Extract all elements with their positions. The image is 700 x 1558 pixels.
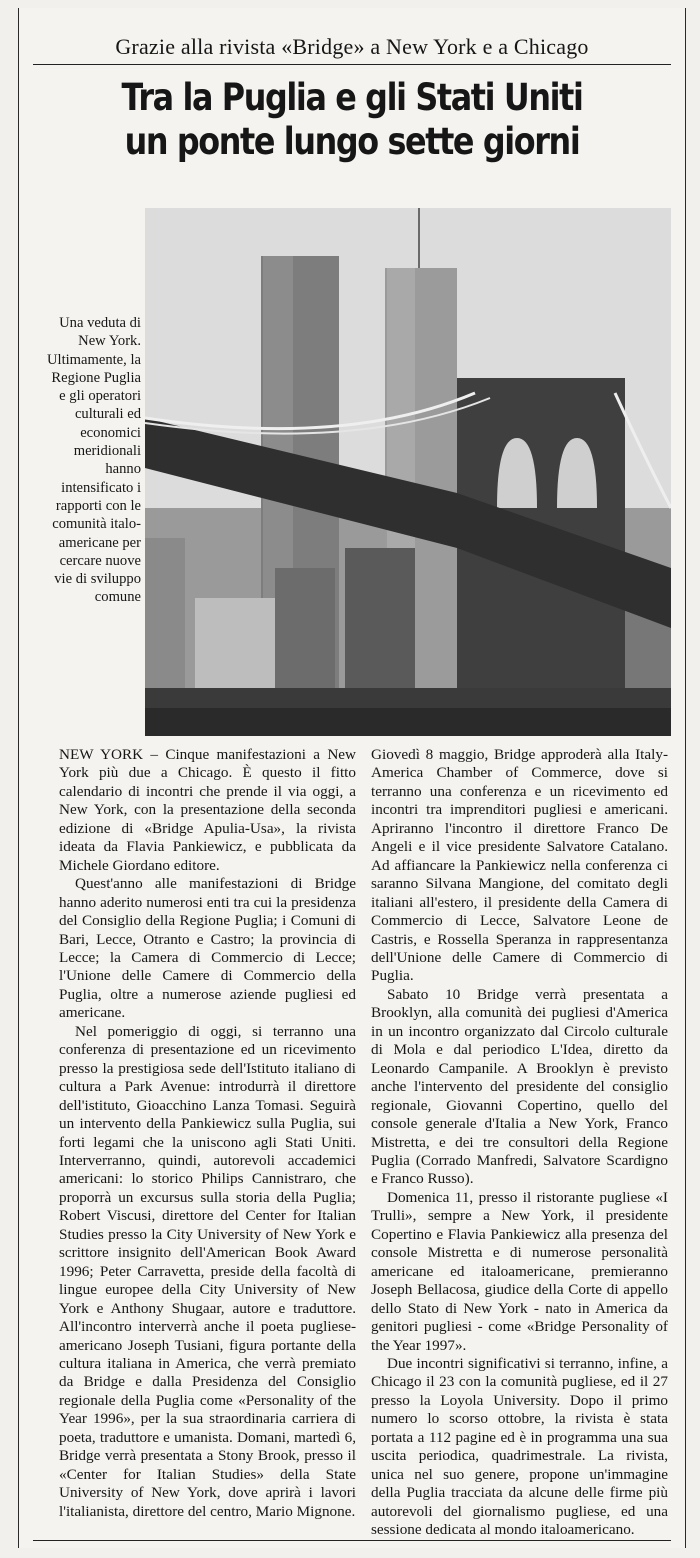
- paragraph: Nel pomeriggio di oggi, si terranno una conferenza di presentazione ed un ricevimento presso la prestigiosa sede dell'Istituto italiano di cultura a Park Avenue: introdurrà il direttore dell'istituto, Gioacchino Lanza Tomasi. Seguirà un intervento della Pankiewicz sulla Puglia, sui forti legami che la uniscono agli Stati Uniti. Interverranno, quindi, autorevoli accademici americani: lo storico Philips Cannistraro, che proporrà un excursus sulla storia della Puglia; Robert Viscusi, direttore del Center for Italian Studies presso la City University of New York e scrittore insignito dell'American Book Award 1996; Peter Carravetta, preside della facoltà di lingue europee della City University of New York e Anthony Shugaar, autore e traduttore. All'incontro interverrà anche il poeta pugliese-americano Joseph Tusiani, figura portante della cultura italiana in America, che verrà premiato da Bridge e dalla Presidenza del Consiglio regionale della Puglia come «Personality of the Year 1996», per la sua straordinaria carriera di poeta, traduttore e umanista. Domani, martedì 6, Bridge verrà presentata a Stony Brook, presso il «Center for Italian Studies» della State University of New York, dove aprirà i lavori l'italianista, direttore del centro, Mario Mignone.: [59, 1022, 356, 1520]
- headline-line-2: un ponte lungo sette giorni: [124, 120, 580, 163]
- kicker: Grazie alla rivista «Bridge» a New York e a Chicago: [115, 34, 589, 59]
- newspaper-clipping: [18, 8, 686, 1548]
- article-column-left: [59, 746, 356, 1521]
- photo-new-york-skyline: [145, 208, 671, 736]
- paragraph: NEW YORK – Cinque manifestazioni a New York più due a Chicago. È questo il fitto calendario di incontri che prende il via oggi, a New York, con la presentazione della seconda edizione di «Bridge Apulia-Usa», la rivista ideata da Flavia Pankiewicz, e pubblicata da Michele Giordano editore.: [59, 746, 356, 874]
- paragraph: Sabato 10 Bridge verrà presentata a Brooklyn, alla comunità dei pugliesi d'America in un incontro organizzato dal Circolo culturale di Mola e dal periodico L'Idea, diretto da Leonardo Campanile. A Brooklyn è previsto anche l'intervento del presidente del consiglio regionale, Giovanni Copertino, quello del console generale d'Italia a New York, Franco Mistretta, e dei tre consultori della Regione Puglia (Corrado Manfredi, Salvatore Scardigno e Franco Russo).: [371, 985, 668, 1188]
- bottom-rule: [33, 1540, 671, 1541]
- headline-line-1: Tra la Puglia e gli Stati Uniti: [121, 76, 583, 119]
- paragraph: Giovedì 8 maggio, Bridge approderà alla Italy-America Chamber of Commerce, dove si terranno una conferenza e un ricevimento ed incontri tra imprenditori pugliesi e americani. Apriranno l'incontro il direttore Franco De Angeli e il vice presidente Salvatore Catalano. Ad affiancare la Pankiewicz nella conferenza ci saranno Silvana Mangione, del comitato degli italiani all'estero, il presidente della Camera di Commercio di Lecce, Salvatore Leone de Castris, e Rossella Speranza in rappresentanza dell'Unione delle Camere di Commercio di Puglia.: [371, 746, 668, 985]
- article-column-right: [371, 746, 668, 1539]
- photo-caption: Una veduta di New York. Ultimamente, la Regione Puglia e gli operatori culturali ed economici meridionali hanno intensificato i rapporti con le comunità italo-americane per cercare nuove vie di sviluppo comune: [46, 315, 141, 606]
- paragraph: Quest'anno alle manifestazioni di Bridge hanno aderito numerosi enti tra cui la presidenza del Consiglio della Regione Puglia; i Comuni di Bari, Lecce, Otranto e Castro; la provincia di Lecce; la Camera di Commercio di Lecce; l'Unione delle Camere di Commercio della Puglia, oltre a numerose aziende pugliesi ed americane.: [59, 875, 356, 1022]
- paragraph: Due incontri significativi si terranno, infine, a Chicago il 23 con la comunità pugliese, ed il 27 presso la Loyola University. Dopo il primo numero lo scorso ottobre, la rivista è stata portata a 112 pagine ed è in programma una sua uscita periodica, quadrimestrale. La rivista, unica nel suo genere, propone un'immagine della Puglia tracciata da alcune delle firme più autorevoli del giornalismo pugliese, ed una sessione dedicata al mondo italoamericano.: [371, 1354, 668, 1539]
- headline: [66, 76, 639, 164]
- paragraph: Domenica 11, presso il ristorante pugliese «I Trulli», sempre a New York, il presidente Copertino e Flavia Pankiewicz alla presenza del console Mistretta e di numerose personalità americane ed italoamericane, premieranno Joseph Bellacosa, giudice della Corte di appello dello Stato di New York - nato in America da genitori pugliesi - come «Bridge Personality of the Year 1997».: [371, 1188, 668, 1354]
- top-rule: [33, 64, 671, 65]
